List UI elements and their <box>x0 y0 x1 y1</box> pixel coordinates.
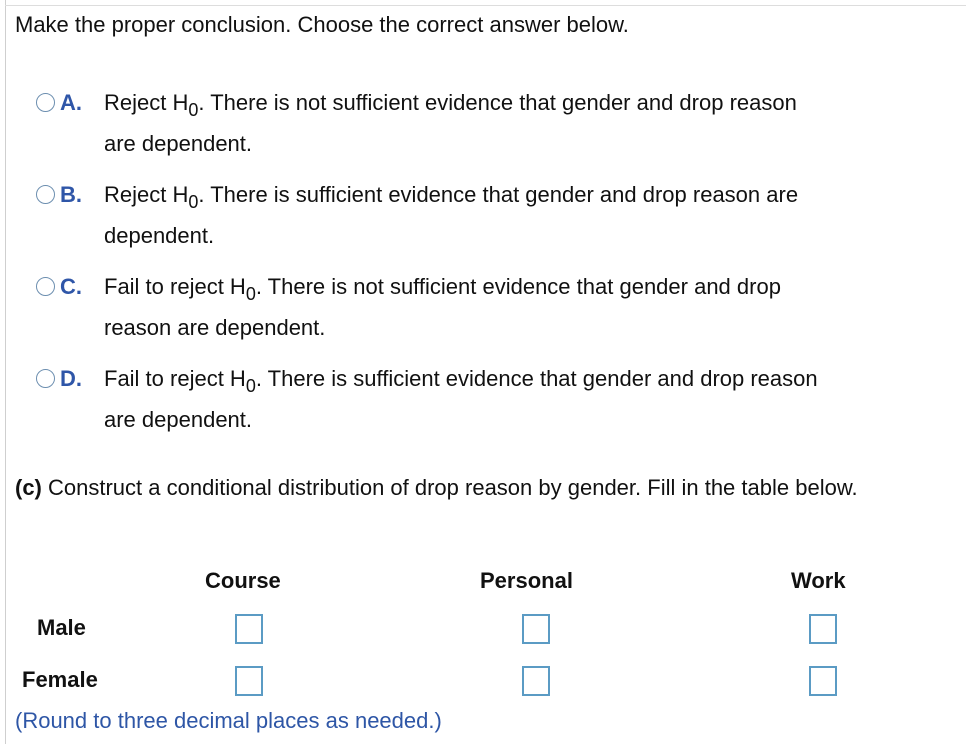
option-c-text: Fail to reject $H_0$. There is not sufficient evidence that gender and drop reason are dependent. <box>104 274 781 340</box>
row-label-male: Male <box>37 615 86 640</box>
instruction-text: Make the proper conclusion. Choose the correct answer below. <box>15 12 629 37</box>
option-d-text: Fail to reject $H_0$. There is sufficient evidence that gender and drop reason are dependent. <box>104 366 818 432</box>
input-female-personal[interactable] <box>522 666 550 696</box>
radio-d[interactable] <box>36 369 55 388</box>
row-label-female: Female <box>22 667 98 692</box>
input-female-course[interactable] <box>235 666 263 696</box>
option-b-letter: B. <box>60 182 82 207</box>
column-header-personal: Personal <box>480 568 573 593</box>
part-c-prompt <box>15 472 955 503</box>
input-male-work[interactable] <box>809 614 837 644</box>
column-header-course: Course <box>205 568 281 593</box>
part-c-text: Construct a conditional distribution of drop reason by gender. Fill in the table below. <box>41 475 858 500</box>
option-a-text: Reject $H_0$. There is not sufficient evidence that gender and drop reason are dependent. <box>104 90 797 156</box>
part-c-label: (c) <box>15 475 42 500</box>
option-a-letter: A. <box>60 90 82 115</box>
top-border <box>5 5 966 6</box>
input-female-work[interactable] <box>809 666 837 696</box>
input-male-course[interactable] <box>235 614 263 644</box>
input-male-personal[interactable] <box>522 614 550 644</box>
radio-b[interactable] <box>36 185 55 204</box>
column-header-work: Work <box>791 568 846 593</box>
rounding-note: (Round to three decimal places as needed.) <box>15 708 442 733</box>
option-d-letter: D. <box>60 366 82 391</box>
left-border <box>5 0 6 744</box>
radio-c[interactable] <box>36 277 55 296</box>
radio-a[interactable] <box>36 93 55 112</box>
option-c-letter: C. <box>60 274 82 299</box>
option-b-text: Reject $H_0$. There is sufficient evidence that gender and drop reason are dependent. <box>104 182 799 248</box>
